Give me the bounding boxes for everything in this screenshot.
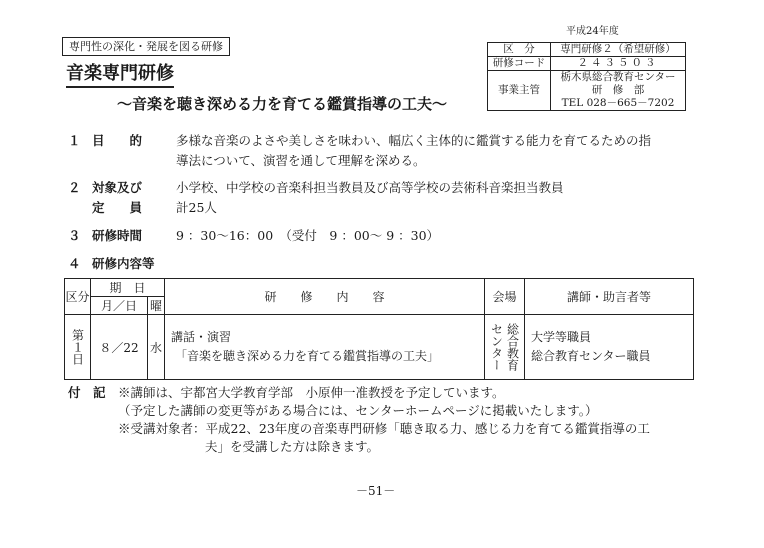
note-line: ※受講対象者：平成22、23年度の音楽専門研修「聴き取る力、感じる力を育てる鑑賞指導の工 [118,421,650,436]
section-label: 対象及び [92,180,143,195]
organizer-dept: 研 修 部 [591,84,645,96]
header-date: 月／日 [91,297,148,315]
header-instructor: 講師・助言者等 [525,279,694,315]
section-number: １ [68,133,81,148]
cell-weekday: 水 [148,315,165,380]
info-row [488,43,686,57]
info-value-division: 専門研修２（希望研修） [551,43,686,57]
schedule-table [64,278,694,380]
info-row [488,71,686,111]
section-label: 研修時間 [92,228,143,243]
venue-columns [485,323,524,371]
note-line: 夫」を受講した方は除きます。 [205,439,380,454]
info-value-organizer [551,71,686,111]
instructor-line: 大学等職員 [531,330,592,344]
cell-date: ８／22 [91,315,148,380]
section-body-line: 9 ：30～16：00 （受付 9 ：00～ 9 ：30） [176,228,440,243]
info-key-organizer: 事業主管 [488,71,551,111]
section-number: ２ [68,180,81,195]
note-line: ※講師は、宇都宮大学教育学部 小原伸一准教授を予定しています。 [118,385,505,400]
header-period: 期 日 [91,279,165,297]
header-division: 区分 [65,279,91,315]
info-table [487,42,686,111]
note-line: （予定した講師の変更等がある場合には、センターホームページに掲載いたします。） [118,403,598,418]
venue-col: センター [489,323,504,371]
section-body-line: 多様な音楽のよさや美しさを味わい、幅広く主体的に鑑賞する能力を育てるための指 [176,133,652,148]
header-content: 研 修 内 容 [165,279,485,315]
info-row [488,57,686,71]
page-subtitle: ～音楽を聴き深める力を育てる鑑賞指導の工夫～ [117,95,448,113]
info-key-division: 区 分 [488,43,551,57]
table-row [65,315,694,380]
instructor-line: 総合教育センター職員 [531,349,651,363]
section-label: 研修内容等 [92,256,155,271]
info-value-code: ２４３５０３ [551,57,686,71]
info-key-code: 研修コード [488,57,551,71]
cell-instructor [525,315,694,380]
section-body-line: 小学校、中学校の音楽科担当教員及び高等学校の芸術科音楽担当教員 [176,180,564,195]
category-label: 専門性の深化・発展を図る研修 [62,37,230,56]
page-title: 音楽専門研修 [66,63,174,88]
cell-content [165,315,485,380]
page-number: －51－ [356,484,396,498]
section-body-line: 計25人 [176,200,217,215]
section-label: 目 的 [92,133,143,148]
fiscal-year: 平成24年度 [566,26,619,37]
section-label-line2: 定 員 [92,200,143,215]
notes-label: 付 記 [68,385,106,400]
division-text: 第１日 [70,329,85,365]
cell-division [65,315,91,380]
header-venue: 会場 [485,279,525,315]
cell-venue [485,315,525,380]
section-body-line: 導法について、演習を通して理解を深める。 [176,153,426,168]
section-number: ４ [68,256,81,271]
header-weekday: 曜 [148,297,165,315]
organizer-name: 栃木県総合教育センター [560,71,676,83]
organizer-tel: TEL 028－665－7202 [561,97,675,109]
content-line: 講話・演習 [171,330,232,344]
content-line: 「音楽を聴き深める力を育てる鑑賞指導の工夫」 [175,349,440,363]
section-number: ３ [68,228,81,243]
venue-col: 総合教育 [505,323,520,371]
